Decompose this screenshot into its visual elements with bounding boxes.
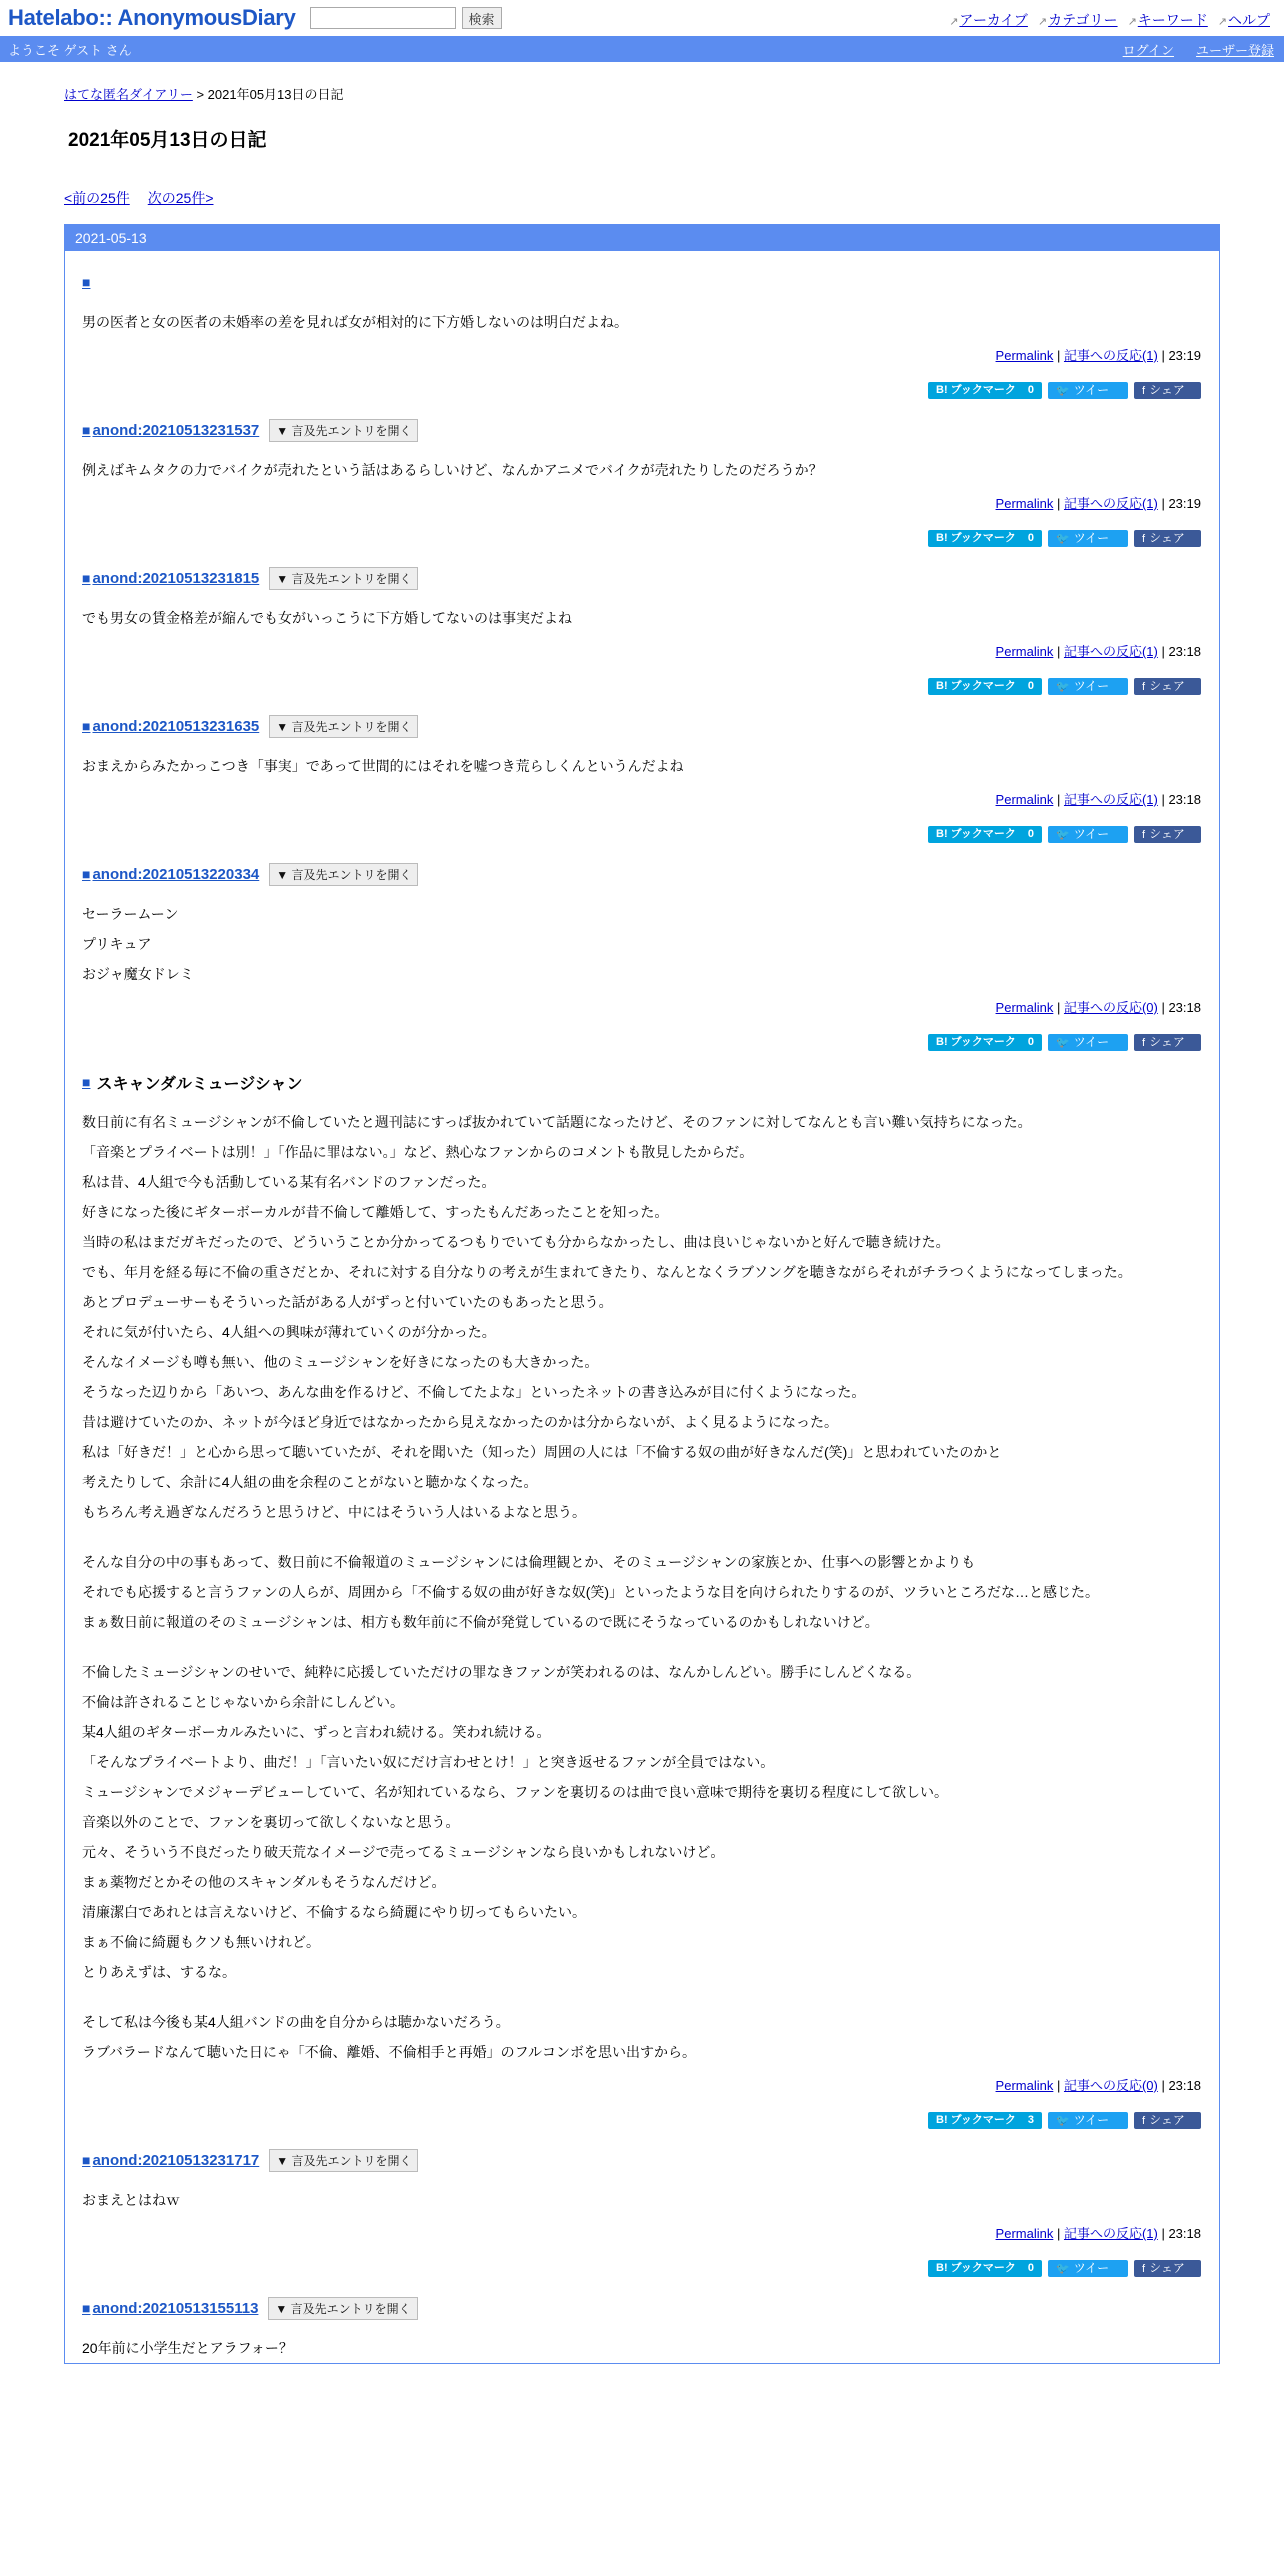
- facebook-share-button[interactable]: [1134, 382, 1201, 399]
- entry-header: [82, 271, 1201, 293]
- entry-time: 23:18: [1168, 792, 1201, 807]
- entry-line: それに気が付いたら、4人組への興味が薄れていくのが分かった。: [82, 1324, 496, 1340]
- reactions-link[interactable]: 記事への反応(1): [1063, 348, 1158, 363]
- twitter-icon: 🐦: [1056, 829, 1070, 841]
- share-label: シェア: [1149, 531, 1185, 545]
- entry-title[interactable]: anond:20210513155113: [92, 2299, 259, 2317]
- twitter-icon: 🐦: [1056, 2115, 1070, 2127]
- facebook-icon: f: [1142, 533, 1146, 545]
- tweet-button[interactable]: [1048, 678, 1128, 711]
- meta-separator: |: [1053, 2078, 1064, 2093]
- hatena-bookmark-label: B! ブックマーク: [936, 680, 1016, 692]
- permalink-link[interactable]: Permalink: [995, 496, 1054, 511]
- top-links: [949, 10, 1270, 30]
- entry-line: とりあえずは、するな。: [82, 1964, 236, 1980]
- entry-header: [82, 2149, 1201, 2171]
- search-button[interactable]: 検索: [462, 7, 502, 29]
- entry-line: ラブバラードなんて聴いた日にゃ「不倫、離婚、不倫相手と再婚」のフルコンボを思い出すから。: [82, 2044, 697, 2060]
- entry-line: 「そんなプライベートより、曲だ！」「言いたい奴にだけ言わせとけ！」と突き返せるファンが全員ではない。: [82, 1754, 775, 1770]
- share-buttons: [82, 2112, 1201, 2145]
- permalink-link[interactable]: Permalink: [995, 1000, 1054, 1015]
- twitter-icon: 🐦: [1056, 2263, 1070, 2275]
- hatena-bookmark-button[interactable]: [928, 2260, 1042, 2277]
- entry-meta: [82, 345, 1201, 364]
- meta-separator: |: [1157, 2226, 1169, 2241]
- entry-meta: [82, 2223, 1201, 2242]
- facebook-share-button[interactable]: [1134, 826, 1201, 843]
- entry-line: 当時の私はまだガキだったので、どういうことか分かってるつもりでいても分からなかったし、曲は良いじゃないかと好んで聴き続けた。: [82, 1234, 950, 1250]
- entry-line: セーラームーン: [82, 906, 179, 922]
- hatena-bookmark-label: B! ブックマーク: [936, 1036, 1016, 1048]
- tweet-button[interactable]: [1048, 2112, 1128, 2145]
- share-buttons: [82, 1034, 1201, 1067]
- entry-line: 私は「好きだ！」と心から思って聴いていたが、それを聞いた（知った）周囲の人には「不倫する奴の曲が好きなんだ(笑)」と思われていたのかと: [82, 1444, 1002, 1460]
- meta-separator: |: [1053, 1000, 1064, 1015]
- entry-title[interactable]: anond:20210513231537: [92, 421, 260, 439]
- facebook-icon: f: [1142, 681, 1146, 693]
- entry-line: そうなった辺りから「あいつ、あんな曲を作るけど、不倫してたよな」といったネットの書き込みが目に付くようになった。: [82, 1384, 866, 1400]
- entry-permalink-square-icon[interactable]: ■: [82, 422, 91, 438]
- tweet-label: ツイート: [1056, 531, 1110, 563]
- share-buttons: [82, 678, 1201, 711]
- entry-line: あとプロデューサーもそういった話がある人がずっと付いていたのもあったと思う。: [82, 1294, 613, 1310]
- permalink-link[interactable]: Permalink: [995, 2226, 1054, 2241]
- entry-meta: [82, 493, 1201, 512]
- top-bar: [0, 0, 1284, 36]
- register-link[interactable]: ユーザー登録: [1195, 42, 1274, 58]
- entry: [82, 843, 1201, 1067]
- entry-line: それでも応援すると言うファンの人らが、周囲から「不倫する奴の曲が好きな奴(笑)」といったような目を向けられたりするのが、ツラいところだな…と感じた。: [82, 1584, 1100, 1600]
- breadcrumb-root[interactable]: はてな匿名ダイアリー: [64, 87, 193, 102]
- entry: [82, 399, 1201, 563]
- tweet-button[interactable]: [1048, 530, 1128, 563]
- entry-line: 昔は避けていたのか、ネットが今ほど身近ではなかったから見えなかったのかは分からないが、よく見るようになった。: [82, 1414, 838, 1430]
- meta-separator: |: [1157, 496, 1169, 511]
- entry-line: おジャ魔女ドレミ: [82, 966, 194, 982]
- entry-body: [82, 1107, 1201, 2067]
- welcome-text: ようこそ ゲスト さん: [8, 42, 132, 58]
- hatena-bookmark-button[interactable]: [928, 382, 1042, 399]
- entry-header: [82, 2297, 1201, 2319]
- open-referenced-entry-button[interactable]: ▼ 言及先エントリを開く: [269, 419, 418, 442]
- share-label: シェア: [1149, 2113, 1185, 2127]
- tweet-label: ツイート: [1056, 1035, 1110, 1067]
- entry-header: [82, 419, 1201, 441]
- entry: [82, 1051, 1201, 2145]
- meta-separator: |: [1157, 2078, 1169, 2093]
- permalink-link[interactable]: Permalink: [995, 792, 1054, 807]
- entry-line: まぁ不倫に綺麗もクソも無いけれど。: [82, 1934, 320, 1950]
- reactions-link[interactable]: 記事への反応(1): [1063, 496, 1158, 511]
- entry-permalink-square-icon[interactable]: ■: [82, 1074, 91, 1090]
- pager: [64, 188, 1220, 208]
- entry-permalink-square-icon[interactable]: ■: [82, 274, 91, 290]
- entry-line: でも男女の賃金格差が縮んでも女がいっこうに下方婚してないのは事実だよね: [82, 610, 572, 626]
- facebook-icon: f: [1142, 385, 1146, 397]
- meta-separator: |: [1053, 496, 1064, 511]
- user-bar: [0, 36, 1284, 62]
- entry-header: [82, 1071, 1201, 1093]
- entry-line: ミュージシャンでメジャーデビューしていて、名が知れているなら、ファンを裏切るのは曲で良い意味で期待を裏切る程度にして欲しい。: [82, 1784, 948, 1800]
- entry-line: 不倫は許されることじゃないから余計にしんどい。: [82, 1694, 404, 1710]
- entry: [82, 2129, 1201, 2293]
- open-referenced-entry-button[interactable]: ▼ 言及先エントリを開く: [269, 863, 418, 886]
- share-label: シェア: [1149, 679, 1185, 693]
- permalink-link[interactable]: Permalink: [995, 2078, 1054, 2093]
- entry-time: 23:18: [1168, 2078, 1201, 2093]
- reactions-link[interactable]: 記事への反応(0): [1063, 1000, 1158, 1015]
- hatena-bookmark-button[interactable]: [928, 826, 1042, 843]
- help-link[interactable]: ↗ ヘルプ: [1218, 10, 1270, 30]
- hatena-bookmark-button[interactable]: [928, 2112, 1042, 2129]
- entry-line: まぁ薬物だとかその他のスキャンダルもそうなんだけど。: [82, 1874, 446, 1890]
- entry-time: 23:18: [1168, 1000, 1201, 1015]
- entry-line: 考えたりして、余計に4人組の曲を余程のことがないと聴かなくなった。: [82, 1474, 538, 1490]
- hatena-bookmark-label: B! ブックマーク: [936, 384, 1016, 396]
- entry-meta: [82, 2075, 1201, 2094]
- main-content: [64, 84, 1220, 2364]
- facebook-share-button[interactable]: [1134, 678, 1201, 695]
- permalink-link[interactable]: Permalink: [995, 644, 1054, 659]
- bookmark-count: 0: [1027, 2262, 1034, 2274]
- reactions-link[interactable]: 記事への反応(1): [1063, 792, 1158, 807]
- entry-line: 例えばキムタクの力でバイクが売れたという話はあるらしいけど、なんかアニメでバイクが売れたりしたのだろうか？: [82, 462, 823, 478]
- entry-list: [65, 251, 1219, 2363]
- entry-line: 好きになった後にギターボーカルが昔不倫して離婚して、すったもんだあったことを知った。: [82, 1204, 669, 1220]
- entry-permalink-square-icon[interactable]: ■: [82, 866, 91, 882]
- entry-meta: [82, 641, 1201, 660]
- entry-line: でも、年月を経る毎に不倫の重さだとか、それに対する自分なりの考えが生まれてきたり、なんとなくラブソングを聴きながらそれがチラつくようになってしまった。: [82, 1264, 1132, 1280]
- facebook-icon: f: [1142, 2263, 1146, 2275]
- open-referenced-entry-button[interactable]: ▼ 言及先エントリを開く: [269, 2149, 418, 2172]
- entry: [82, 251, 1201, 415]
- login-link[interactable]: ログイン: [1122, 42, 1174, 58]
- entry-line: そんな自分の中の事もあって、数日前に不倫報道のミュージシャンには倫理観とか、そのミュージシャンの家族とか、仕事への影響とかよりも: [82, 1554, 976, 1570]
- entry-title[interactable]: anond:20210513231635: [92, 717, 260, 735]
- hatena-bookmark-button[interactable]: [928, 678, 1042, 695]
- facebook-share-button[interactable]: [1134, 2260, 1201, 2277]
- tweet-label: ツイート: [1056, 827, 1110, 859]
- entry-title[interactable]: anond:20210513220334: [92, 865, 260, 883]
- reactions-link[interactable]: 記事への反応(1): [1063, 2226, 1158, 2241]
- keyword-link[interactable]: ↗ キーワード: [1128, 10, 1208, 30]
- prev-page-link[interactable]: <前の25件: [64, 190, 130, 206]
- share-buttons: [82, 826, 1201, 859]
- entry: [82, 695, 1201, 859]
- share-buttons: [82, 382, 1201, 415]
- entry-line: そんなイメージも噂も無い、他のミュージシャンを好きになったのも大きかった。: [82, 1354, 599, 1370]
- twitter-icon: 🐦: [1056, 681, 1070, 693]
- tweet-label: ツイート: [1056, 2261, 1110, 2293]
- site-logo[interactable]: Hatelabo:: AnonymousDiary: [8, 5, 296, 30]
- entry-header: [82, 715, 1201, 737]
- share-label: シェア: [1149, 827, 1185, 841]
- open-referenced-entry-button[interactable]: ▼ 言及先エントリを開く: [269, 715, 418, 738]
- entry-line: 某4人組のギターボーカルみたいに、ずっと言われ続ける。笑われ続ける。: [82, 1724, 551, 1740]
- entry-permalink-square-icon[interactable]: ■: [82, 2300, 91, 2316]
- entry-body: [82, 899, 1201, 989]
- share-buttons: [82, 530, 1201, 563]
- category-link[interactable]: ↗ カテゴリー: [1038, 10, 1118, 30]
- share-buttons: [82, 2260, 1201, 2293]
- entry-line: 「音楽とプライベートは別！」「作品に罪はない。」など、熱心なファンからのコメントも散見したからだ。: [82, 1144, 754, 1160]
- bookmark-count: 3: [1027, 2114, 1034, 2126]
- meta-separator: |: [1157, 792, 1169, 807]
- open-referenced-entry-button[interactable]: ▼ 言及先エントリを開く: [269, 567, 418, 590]
- reactions-link[interactable]: 記事への反応(1): [1063, 644, 1158, 659]
- entry-body: [82, 751, 1201, 781]
- open-referenced-entry-button[interactable]: ▼ 言及先エントリを開く: [268, 2297, 417, 2320]
- entry-header: [82, 567, 1201, 589]
- entry-line: 清廉潔白であれとは言えないけど、不倫するなら綺麗にやり切ってもらいたい。: [82, 1904, 586, 1920]
- meta-separator: |: [1053, 792, 1064, 807]
- entry-header: [82, 863, 1201, 885]
- facebook-icon: f: [1142, 2115, 1146, 2127]
- breadcrumb-separator: >: [192, 87, 208, 102]
- hatena-bookmark-label: B! ブックマーク: [936, 828, 1016, 840]
- permalink-link[interactable]: Permalink: [995, 348, 1054, 363]
- entry-body: [82, 2185, 1201, 2215]
- breadcrumb: [64, 84, 1220, 103]
- entry: [82, 2277, 1201, 2363]
- twitter-icon: 🐦: [1056, 1037, 1070, 1049]
- meta-separator: |: [1053, 348, 1064, 363]
- entry-meta: [82, 997, 1201, 1016]
- entry-line: 私は昔、4人組で今も活動している某有名バンドのファンだった。: [82, 1174, 496, 1190]
- entry-body: [82, 2333, 1201, 2363]
- day-header: 2021-05-13: [65, 225, 1219, 251]
- bookmark-count: 0: [1027, 532, 1034, 544]
- hatena-bookmark-label: B! ブックマーク: [936, 2262, 1016, 2274]
- meta-separator: |: [1157, 348, 1169, 363]
- facebook-icon: f: [1142, 1037, 1146, 1049]
- twitter-icon: 🐦: [1056, 385, 1070, 397]
- meta-separator: |: [1157, 1000, 1169, 1015]
- tweet-button[interactable]: [1048, 2260, 1128, 2293]
- tweet-label: ツイート: [1056, 383, 1110, 415]
- bookmark-count: 0: [1027, 1036, 1034, 1048]
- tweet-label: ツイート: [1056, 2113, 1110, 2145]
- paragraph-gap: [82, 1527, 1201, 1547]
- tweet-button[interactable]: [1048, 382, 1128, 415]
- twitter-icon: 🐦: [1056, 533, 1070, 545]
- hatena-bookmark-label: B! ブックマーク: [936, 532, 1016, 544]
- reactions-link[interactable]: 記事への反応(0): [1063, 2078, 1158, 2093]
- hatena-bookmark-button[interactable]: [928, 1034, 1042, 1051]
- entry-permalink-square-icon[interactable]: ■: [82, 570, 91, 586]
- entry-permalink-square-icon[interactable]: ■: [82, 2152, 91, 2168]
- meta-separator: |: [1053, 2226, 1064, 2241]
- share-label: シェア: [1149, 383, 1185, 397]
- bookmark-count: 0: [1027, 680, 1034, 692]
- bookmark-count: 0: [1027, 384, 1034, 396]
- breadcrumb-current: 2021年05月13日の日記: [207, 87, 344, 102]
- paragraph-gap: [82, 1987, 1201, 2007]
- entry-line: おまえとはねｗ: [82, 2192, 180, 2208]
- entry-body: [82, 307, 1201, 337]
- hatena-bookmark-button[interactable]: [928, 530, 1042, 547]
- entry-body: [82, 455, 1201, 485]
- entry-line: プリキュア: [82, 936, 152, 952]
- entry-title[interactable]: anond:20210513231815: [92, 569, 260, 587]
- share-label: シェア: [1149, 2261, 1185, 2275]
- entry-line: もちろん考え過ぎなんだろうと思うけど、中にはそういう人はいるよなと思う。: [82, 1504, 586, 1520]
- entry-line: 数日前に有名ミュージシャンが不倫していたと週刊誌にすっぱ抜かれていて話題になったけど、そのファンに対してなんとも言い難い気持ちになった。: [82, 1114, 1032, 1130]
- entry-meta: [82, 789, 1201, 808]
- archive-link[interactable]: ↗ アーカイブ: [949, 10, 1028, 30]
- entry-line: まぁ数日前に報道のそのミュージシャンは、相方も数年前に不倫が発覚しているので既にそうなっているのかもしれないけど。: [82, 1614, 879, 1630]
- entry-line: 男の医者と女の医者の未婚率の差を見れば女が相対的に下方婚しないのは明白だよね。: [82, 314, 628, 330]
- meta-separator: |: [1053, 644, 1064, 659]
- entry-body: [82, 603, 1201, 633]
- entry-line: 音楽以外のことで、ファンを裏切って欲しくないなと思う。: [82, 1814, 460, 1830]
- search-input[interactable]: [310, 7, 456, 29]
- entry-line: 20年前に小学生だとアラフォー？: [82, 2340, 293, 2356]
- next-page-link[interactable]: 次の25件>: [147, 190, 214, 206]
- entry-time: 23:18: [1168, 644, 1201, 659]
- tweet-button[interactable]: [1048, 826, 1128, 859]
- entry: [82, 547, 1201, 711]
- paragraph-gap: [82, 1637, 1201, 1657]
- hatena-bookmark-label: B! ブックマーク: [936, 2114, 1016, 2126]
- entry-line: そして私は今後も某4人組バンドの曲を自分からは聴かないだろう。: [82, 2014, 510, 2030]
- facebook-icon: f: [1142, 829, 1146, 841]
- entry-line: 不倫したミュージシャンのせいで、純粋に応援していただけの罪なきファンが笑われるのは、なんかしんどい。勝手にしんどくなる。: [82, 1664, 921, 1680]
- share-label: シェア: [1149, 1035, 1185, 1049]
- bookmark-count: 0: [1027, 828, 1034, 840]
- entry-time: 23:19: [1168, 496, 1201, 511]
- tweet-button[interactable]: [1048, 1034, 1128, 1067]
- entry-time: 23:19: [1168, 348, 1201, 363]
- day-section: [64, 224, 1220, 2364]
- entry-line: おまえからみたかっこつき「事実」であって世間的にはそれを嘘つき荒らしくんというんだよね: [82, 758, 684, 774]
- facebook-share-button[interactable]: [1134, 2112, 1201, 2129]
- entry-line: 元々、そういう不良だったり破天荒なイメージで売ってるミュージシャンなら良いかもしれないけど。: [82, 1844, 725, 1860]
- tweet-label: ツイート: [1056, 679, 1110, 711]
- entry-time: 23:18: [1168, 2226, 1201, 2241]
- entry-title[interactable]: anond:20210513231717: [92, 2151, 260, 2169]
- entry-permalink-square-icon[interactable]: ■: [82, 718, 91, 734]
- page-title: 2021年05月13日の日記: [68, 130, 267, 151]
- facebook-share-button[interactable]: [1134, 530, 1201, 547]
- facebook-share-button[interactable]: [1134, 1034, 1201, 1051]
- entry-title: スキャンダルミュージシャン: [96, 1075, 303, 1093]
- meta-separator: |: [1157, 644, 1169, 659]
